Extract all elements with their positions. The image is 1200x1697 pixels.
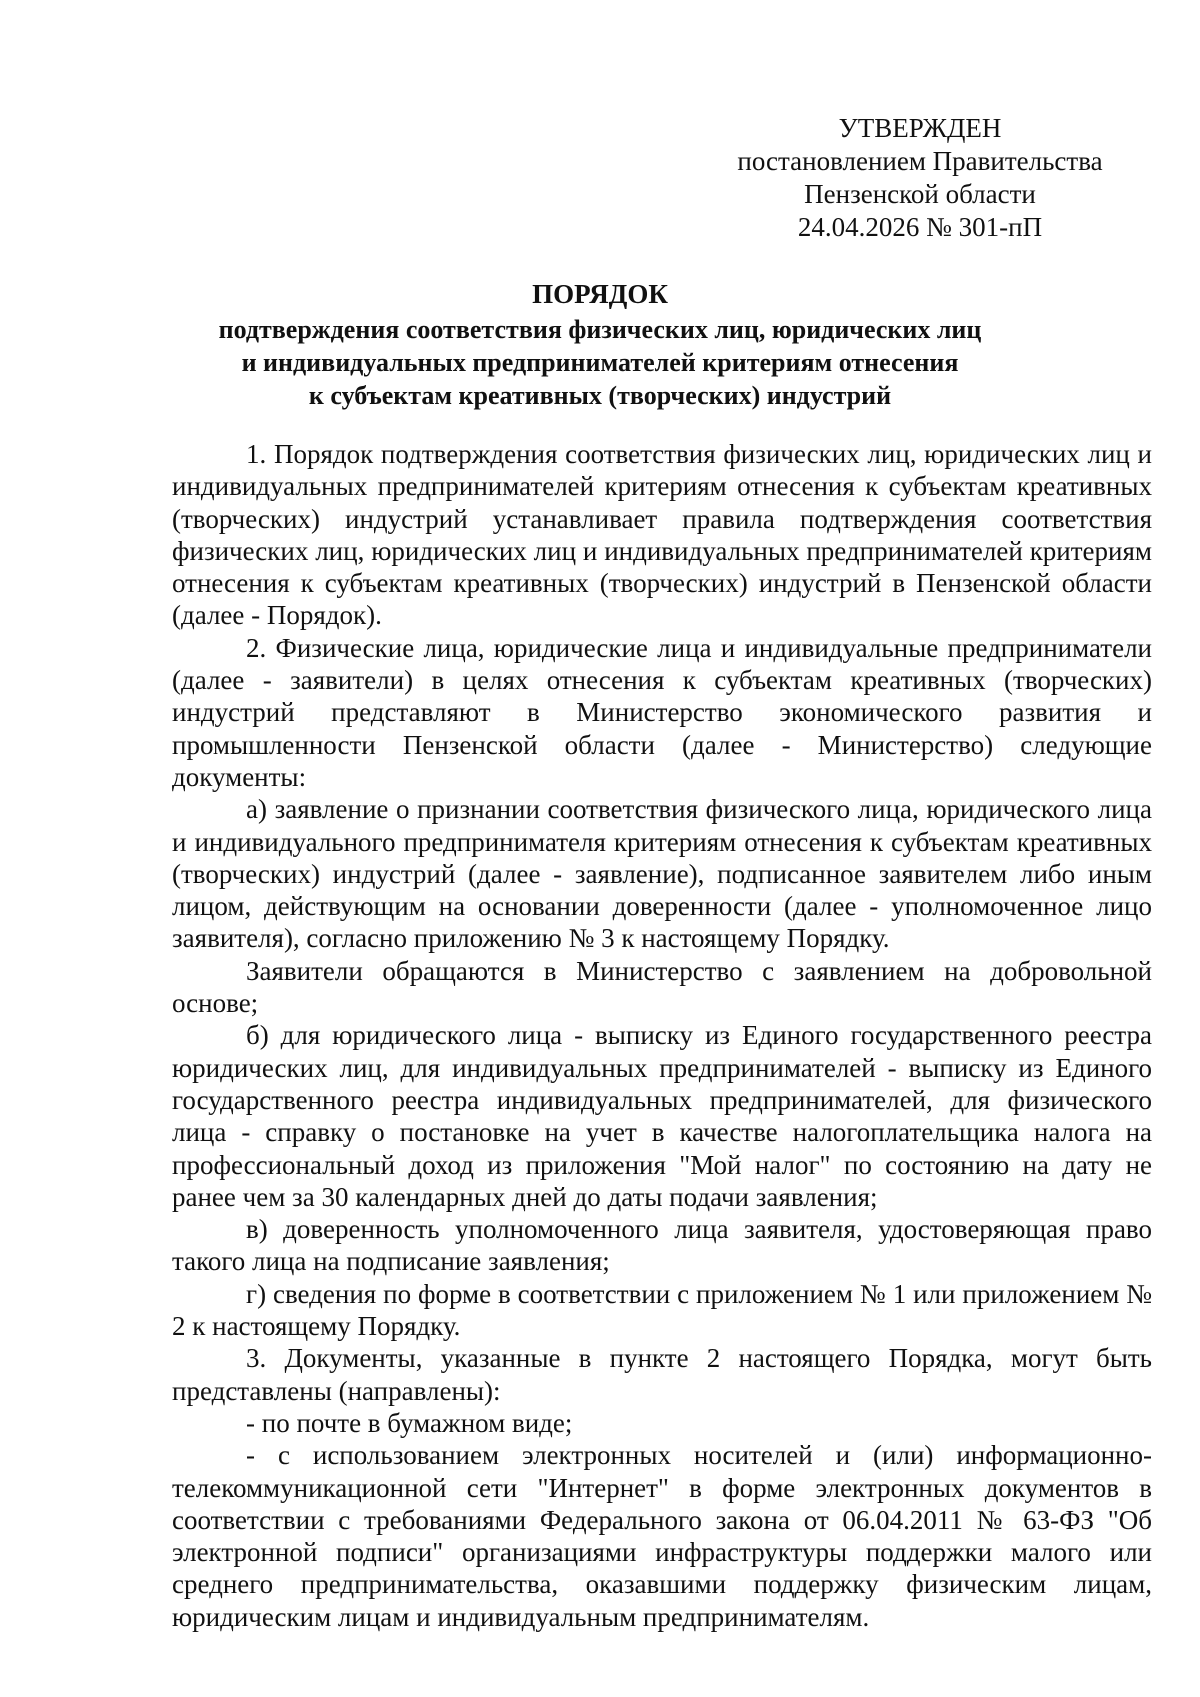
paragraph-3-item-1: - по почте в бумажном виде; xyxy=(246,1407,573,1438)
paragraph-3-item-2: - с использованием электронных носителей и (или) информационно-телекоммуникационной сети "Интернет" в форме электронных документов в соответствии с требованиями Федерального закона от 06.04.2011 № 63-ФЗ "Об электронной подписи" организациями инфраструктуры поддержки малого или среднего предпринимательства, оказавшими поддержку физическим лицам, юридическим лицам и индивидуальным предпринимателям. xyxy=(172,1440,1152,1632)
title-subtitle-line-2: и индивидуальных предпринимателей критериям отнесения xyxy=(241,348,959,377)
document-title xyxy=(150,278,1050,412)
title-main: ПОРЯДОК xyxy=(532,279,668,309)
title-subtitle-line-3: к субъектам креативных (творческих) индустрий xyxy=(308,381,892,410)
paragraph-2v: в) доверенность уполномоченного лица заявителя, удостоверяющая право такого лица на подписание заявления; xyxy=(172,1214,1152,1277)
approval-heading: УТВЕРЖДЕН xyxy=(838,113,1002,143)
title-subtitle-line-1: подтверждения соответствия физических лиц, юридических лиц xyxy=(218,315,982,344)
paragraph-2a: а) заявление о признании соответствия физического лица, юридического лица и индивидуального предпринимателя критериям отнесения к субъектам креативных (творческих) индустрий (далее - заявление), подписанное заявителем либо иным лицом, действующим на основании доверенности (далее - уполномоченное лицо заявителя), согласно приложению № 3 к настоящему Порядку. xyxy=(172,794,1152,954)
document-body xyxy=(172,438,1152,1633)
approval-stamp xyxy=(720,112,1120,244)
paragraph-2: 2. Физические лица, юридические лица и индивидуальные предприниматели (далее - заявители) в целях отнесения к субъектам креативных (творческих) индустрий представляют в Министерство экономического развития и промышленности Пензенской области (далее - Министерство) следующие документы: xyxy=(172,632,1152,792)
approval-resolution: постановлением Правительства xyxy=(737,146,1103,176)
paragraph-3: 3. Документы, указанные в пункте 2 настоящего Порядка, могут быть представлены (направлены): xyxy=(172,1343,1152,1406)
approval-date-number: 24.04.2026 № 301-пП xyxy=(797,212,1043,242)
paragraph-2g: г) сведения по форме в соответствии с приложением № 1 или приложением № 2 к настоящему Порядку. xyxy=(172,1278,1152,1342)
approval-region: Пензенской области xyxy=(804,179,1036,209)
paragraph-2b: б) для юридического лица - выписку из Единого государственного реестра юридических лиц, для индивидуальных предпринимателей - выписку из Единого государственного реестра индивидуальных предпринимателей, для физического лица - справку о постановке на учет в качестве налогоплательщика налога на профессиональный доход из приложения "Мой налог" по состоянию на дату не ранее чем за 30 календарных дней до даты подачи заявления; xyxy=(172,1020,1152,1212)
paragraph-1: 1. Порядок подтверждения соответствия физических лиц, юридических лиц и индивидуальных предпринимателей критериям отнесения к субъектам креативных (творческих) индустрий устанавливает правила подтверждения соответствия физических лиц, юридических лиц и индивидуальных предпринимателей критериям отнесения к субъектам креативных (творческих) индустрий в Пензенской области (далее - Порядок). xyxy=(172,439,1152,631)
paragraph-2a-note: Заявители обращаются в Министерство с заявлением на добровольной основе; xyxy=(172,955,1152,1019)
